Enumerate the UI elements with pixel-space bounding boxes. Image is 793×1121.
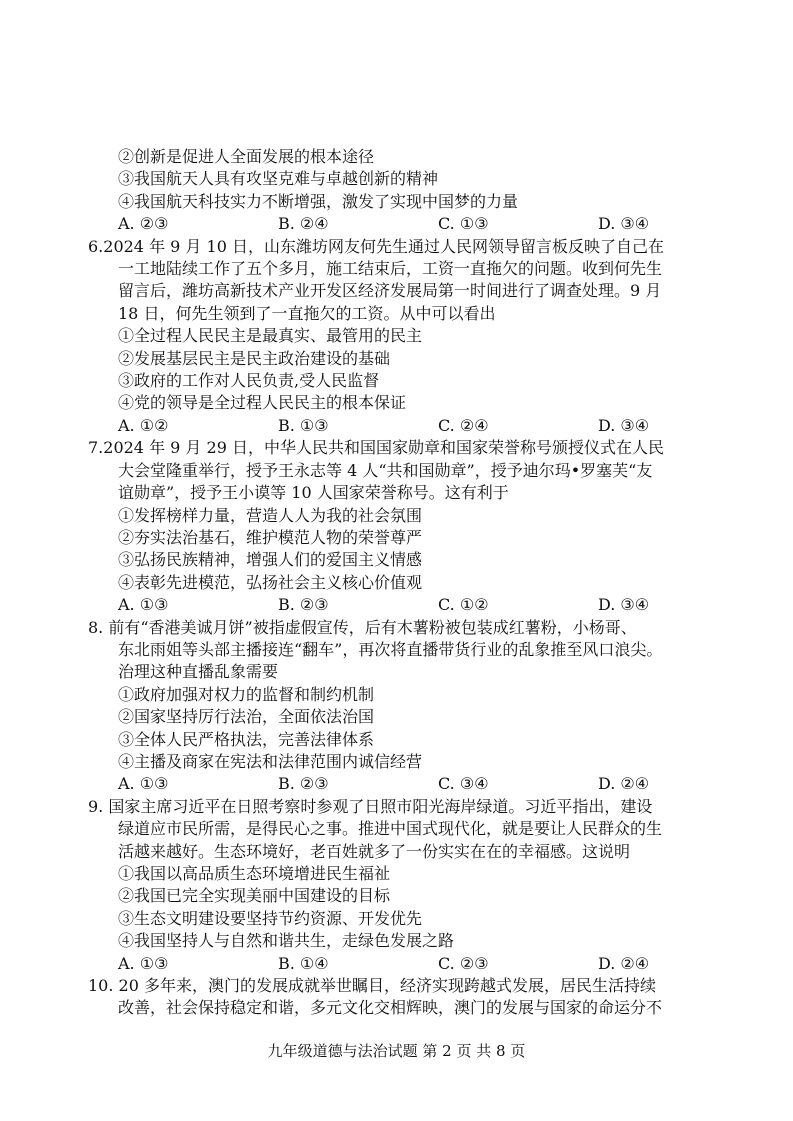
question-stem-line: 活越来越好。生态环境好，老百姓就多了一份实实在在的幸福感。这说明	[118, 841, 631, 861]
question-9	[88, 796, 710, 975]
option-3: ③生态文明建设要坚持节约资源、开发优先	[118, 908, 423, 928]
choice-c: C. ②④	[438, 415, 489, 435]
choice-d: D. ②④	[598, 953, 650, 973]
option-3: ③全体人民严格执法，完善法律体系	[118, 729, 375, 749]
question-stem-line: 8. 前有“香港美诚月饼”被指虚假宣传，后有木薯粉被包装成红薯粉，小杨哥、	[88, 617, 637, 637]
choice-a: A. ①③	[118, 953, 169, 973]
choice-c: C. ②③	[438, 953, 489, 973]
question-6	[88, 236, 710, 438]
question-stem-line: 治理这种直播乱象需要	[118, 662, 279, 682]
question-stem-line: 东北雨姐等头部主播接连“翻车”，再次将直播带货行业的乱象推至风口浪尖。	[118, 639, 663, 659]
question-7	[88, 437, 710, 616]
choice-a: A. ②③	[118, 214, 169, 234]
choice-b: B. ①④	[278, 953, 329, 973]
choice-b: B. ②③	[278, 595, 329, 615]
question-stem-line: 留言后，潍坊高新技术产业开发区经济发展局第一时间进行了调查处理。9 月	[118, 281, 662, 301]
choice-b: B. ②④	[278, 214, 329, 234]
question-stem-line: 谊勋章”，授予王小谟等 10 人国家荣誉称号。这有利于	[118, 483, 509, 503]
answer-choices	[88, 213, 710, 235]
answer-choices	[88, 594, 710, 616]
choice-c: C. ①③	[438, 214, 489, 234]
choice-d: D. ③④	[598, 415, 650, 435]
question-stem-line: 6.2024 年 9 月 10 日，山东潍坊网友何先生通过人民网领导留言板反映了自己在	[88, 236, 664, 256]
option-2: ②我国已完全实现美丽中国建设的目标	[118, 886, 391, 906]
question-5-continuation	[88, 146, 710, 236]
choice-c: C. ①②	[438, 595, 489, 615]
option-4: ④我国航天科技实力不断增强，激发了实现中国梦的力量	[118, 191, 519, 211]
option-2: ②国家坚持厉行法治，全面依法治国	[118, 707, 375, 727]
question-stem-line: 改善，社会保持稳定和谐，多元文化交相辉映，澳门的发展与国家的命运分不	[118, 998, 663, 1018]
option-2: ②发展基层民主是民主政治建设的基础	[118, 348, 391, 368]
option-4: ④主播及商家在宪法和法律范围内诚信经营	[118, 751, 423, 771]
option-2: ②夯实法治基石，维护模范人物的荣誉尊严	[118, 527, 423, 547]
question-stem-line: 大会堂隆重举行，授予王永志等 4 人“共和国勋章”，授予迪尔玛•罗塞芙“友	[118, 460, 653, 480]
option-2: ②创新是促进人全面发展的根本途径	[118, 147, 375, 166]
option-1: ①全过程人民民主是最真实、最管用的民主	[118, 326, 423, 346]
choice-d: D. ③④	[598, 214, 650, 234]
question-stem-line: 9. 国家主席习近平在日照考察时参观了日照市阳光海岸绿道。习近平指出，建设	[88, 796, 653, 816]
answer-choices	[88, 953, 710, 975]
answer-choices	[88, 415, 710, 437]
option-4: ④表彰先进模范，弘扬社会主义核心价值观	[118, 572, 423, 592]
option-3: ③我国航天人具有攻坚克难与卓越创新的精神	[118, 169, 439, 189]
choice-b: B. ②③	[278, 774, 329, 794]
choice-a: A. ①③	[118, 595, 169, 615]
question-stem-line: 绿道应市民所需，是得民心之事。推进中国式现代化，就是要让人民群众的生	[118, 819, 663, 839]
option-3: ③弘扬民族精神，增强人们的爱国主义情感	[118, 550, 423, 570]
option-4: ④我国坚持人与自然和谐共生，走绿色发展之路	[118, 931, 455, 951]
question-stem-line: 7.2024 年 9 月 29 日，中华人民共和国国家勋章和国家荣誉称号颁授仪式在人民	[88, 438, 664, 458]
choice-d: D. ②④	[598, 774, 650, 794]
question-stem-line: 10. 20 多年来，澳门的发展成就举世瞩目，经济实现跨越式发展，居民生活持续	[88, 976, 656, 996]
option-1: ①我国以高品质生态环境增进民生福祉	[118, 864, 391, 883]
option-3: ③政府的工作对人民负责,受人民监督	[118, 371, 380, 391]
choice-a: A. ①③	[118, 774, 169, 794]
question-8	[88, 617, 710, 796]
question-10	[88, 975, 710, 1020]
question-stem-line: 18 日，何先生领到了一直拖欠的工资。从中可以看出	[118, 303, 496, 323]
answer-choices	[88, 773, 710, 795]
question-stem-line: 一工地陆续工作了五个多月，施工结束后，工资一直拖欠的问题。收到何先生	[118, 259, 663, 279]
choice-c: C. ③④	[438, 774, 489, 794]
choice-d: D. ③④	[598, 595, 650, 615]
option-1: ①政府加强对权力的监督和制约机制	[118, 684, 375, 704]
option-1: ①发挥榜样力量，营造人人为我的社会氛围	[118, 505, 423, 525]
page-content	[88, 146, 710, 1020]
choice-b: B. ①③	[278, 415, 329, 435]
choice-a: A. ①②	[118, 415, 169, 435]
option-4: ④党的领导是全过程人民民主的根本保证	[118, 393, 407, 413]
page-footer: 九年级道德与法治试题 第 2 页 共 8 页	[267, 1042, 526, 1060]
